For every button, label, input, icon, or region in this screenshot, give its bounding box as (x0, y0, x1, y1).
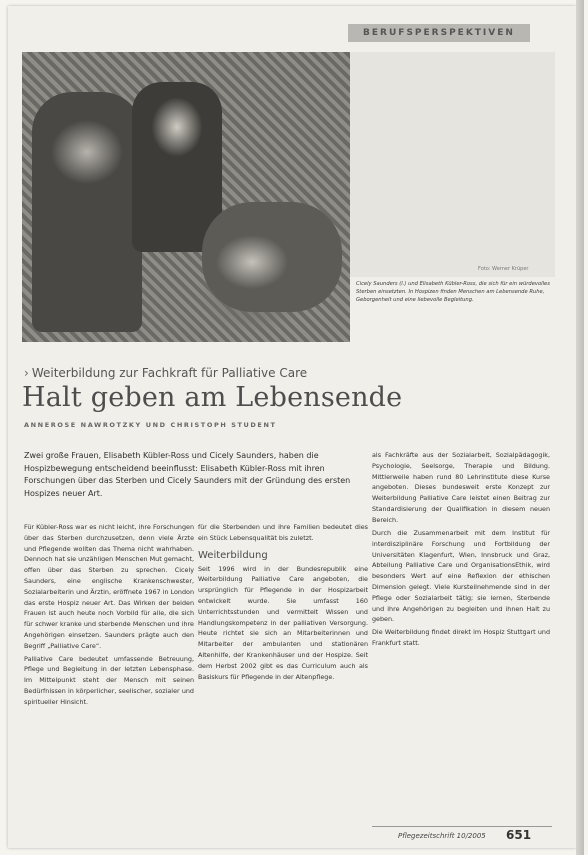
body-column-2 (198, 522, 368, 682)
body-column-1 (24, 522, 194, 708)
chevron-right-icon: › (24, 366, 29, 380)
article-authors: ANNEROSE NAWROTZKY UND CHRISTOPH STUDENT (24, 421, 277, 429)
page-edge (576, 0, 584, 855)
body-paragraph: Seit 1996 wird in der Bundesrepublik eine Weiterbildung Palliative Care angeboten, die ursprünglich für Pflegende in der Hospizarbeit entwickelt wurde. Sie umfasst 160 Unterrichtsstunden und vermittelt Wissen und Handlungskompetenz in der palliativen Versorgung. Heute richtet sie sich an Mitarbeiterinnen und Mitarbeiter der ambulanten und stationären Altenhilfe, der Krankenhäuser und der Hospize. Seit dem Herbst 2002 gibt es das Curriculum auch als Basiskurs für Pflegende in der Altenpflege. (198, 564, 368, 681)
footer-magazine: Pflegezeitschrift 10/2005 (398, 832, 486, 840)
photo-credit: Foto: Werner Krüper (478, 266, 529, 272)
kicker-text: Weiterbildung zur Fachkraft für Palliative Care (31, 366, 308, 380)
body-paragraph: für die Sterbenden und ihre Familien bedeutet dies ein Stück Lebensqualität bis zuletzt. (198, 523, 368, 542)
photo-background-area (350, 52, 555, 277)
photo-person-left (32, 92, 142, 332)
article-lead: Zwei große Frauen, Elisabeth Kübler-Ross und Cicely Saunders, haben die Hospizbewegung entscheidend beeinflusst: Elisabeth Kübler-Ross mit ihren Forschungen über das Sterben und Cicely Saunders mit der Gründung des ersten Hospizes neuer Art. (24, 451, 351, 498)
body-column-right-top: als Fachkräfte aus der Sozialarbeit, Sozialpädagogik, Psychologie, Seelsorge, Therapie und Bildung. Mittlerweile haben rund 80 Lehrinstitute diese Kurse angeboten. Dieses bundesweit erste Konzept zur Weiterbildung Palliative Care leistet einen Beitrag zur Standardisierung der Qualifikation in diesem neuen Bereich. (372, 451, 550, 524)
body-paragraph: Palliative Care bedeutet umfassende Betreuung, Pflege und Begleitung in der letzten Lebensphase. Im Mittelpunkt steht der Mensch mit seinen Bedürfnissen in körperlicher, seelischer, sozialer und spiritueller Hinsicht. (24, 654, 194, 706)
photo-caption: Cicely Saunders (l.) und Elisabeth Kübler-Ross, die sich für ein würdevolles Sterben einsetzten. In Hospizen finden Menschen am Lebensende Ruhe, Geborgenheit und eine liebevolle Begleitung. (356, 281, 550, 303)
body-paragraph: Für Kübler-Ross war es nicht leicht, ihre Forschungen über das Sterben durchzusetzen, denn viele Ärzte und Pflegende wollten das Thema nicht wahrhaben. Dennoch hat sie unzähligen Menschen Mut gemacht, offen über das Sterben zu sprechen. Cicely Saunders, eine englische Krankenschwester, Sozialarbeiterin und Ärztin, eröffnete 1967 in London das erste Hospiz neuer Art. Das Wirken der beiden Frauen ist auch heute noch Vorbild für alle, die sich für schwer kranke und sterbende Menschen und ihre Angehörigen einsetzen. Saunders prägte auch den Begriff „Palliative Care“. (24, 523, 194, 650)
subheading: Weiterbildung (198, 549, 268, 561)
article-photo (22, 52, 350, 342)
section-label: BERUFSPERSPEKTIVEN (348, 24, 530, 42)
article-kicker (24, 366, 307, 380)
photo-patient (202, 202, 342, 312)
body-paragraph: Die Weiterbildung findet direkt im Hospiz Stuttgart und Frankfurt statt. (372, 628, 550, 647)
body-paragraph: Durch die Zusammenarbeit mit dem Institut für interdisziplinäre Forschung und Fortbildung der Universitäten Klagenfurt, Wien, Innsbruck und Graz, Abteilung Palliative Care und OrganisationsEthik, wird besonders Wert auf eine Reflexion der ethischen Dimension gelegt. Viele Kursteilnehmende sind in der Pflege oder Sozialarbeit tätig; sie lernen, Sterbende und ihre Angehörigen zu begleiten und ihnen Halt zu geben. (372, 529, 550, 624)
article-title: Halt geben am Lebensende (22, 382, 403, 413)
page-number: 651 (506, 828, 532, 842)
footer-divider (372, 826, 552, 827)
body-column-3 (372, 528, 550, 649)
